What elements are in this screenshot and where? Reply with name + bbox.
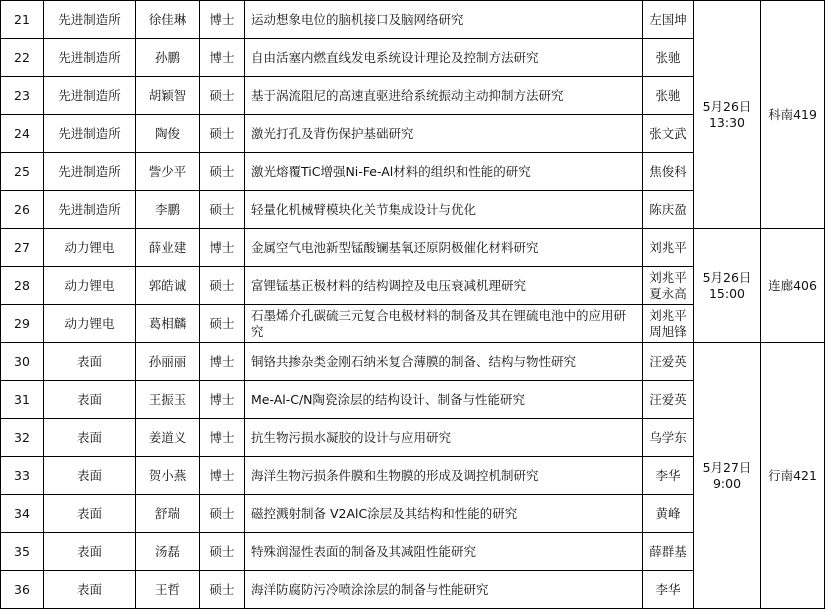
student-name: 贺小燕 — [136, 457, 200, 495]
student-name: 李鹏 — [136, 191, 200, 229]
advisor-cell: 汪爱英 — [643, 343, 694, 381]
thesis-title: 抗生物污损水凝胶的设计与应用研究 — [245, 419, 643, 457]
row-number: 27 — [1, 229, 44, 267]
thesis-title: 基于涡流阻尼的高速直驱进给系统振动主动抑制方法研究 — [245, 77, 643, 115]
advisor-cell: 张驰 — [643, 39, 694, 77]
session-time — [694, 229, 761, 343]
student-name: 姜道义 — [136, 419, 200, 457]
advisor-cell — [643, 267, 694, 305]
degree-cell: 博士 — [200, 419, 245, 457]
thesis-title: 激光打孔及背伤保护基础研究 — [245, 115, 643, 153]
session-date: 5月26日 — [702, 269, 752, 285]
unit-cell: 先进制造所 — [44, 153, 136, 191]
advisor-cell: 刘兆平 — [643, 229, 694, 267]
unit-cell: 表面 — [44, 571, 136, 609]
session-clock: 13:30 — [708, 114, 746, 130]
student-name: 汤磊 — [136, 533, 200, 571]
advisor-cell: 李华 — [643, 457, 694, 495]
thesis-title: 磁控溅射制备 V2AlC涂层及其结构和性能的研究 — [245, 495, 643, 533]
thesis-title: 石墨烯介孔碳硫三元复合电极材料的制备及其在锂硫电池中的应用研究 — [245, 305, 643, 343]
thesis-title: 海洋防腐防污冷喷涂涂层的制备与性能研究 — [245, 571, 643, 609]
degree-cell: 博士 — [200, 343, 245, 381]
session-date: 5月26日 — [702, 98, 752, 114]
student-name: 王振玉 — [136, 381, 200, 419]
table-row — [1, 229, 825, 267]
student-name: 郭皓诚 — [136, 267, 200, 305]
advisor-cell: 焦俊科 — [643, 153, 694, 191]
student-name: 孙鹏 — [136, 39, 200, 77]
session-time — [694, 343, 761, 609]
advisor-cell: 李华 — [643, 571, 694, 609]
degree-cell: 硕士 — [200, 533, 245, 571]
row-number: 24 — [1, 115, 44, 153]
row-number: 29 — [1, 305, 44, 343]
session-room: 连廊406 — [761, 229, 825, 343]
thesis-title: 特殊润湿性表面的制备及其减阻性能研究 — [245, 533, 643, 571]
degree-cell: 博士 — [200, 381, 245, 419]
thesis-title: 铜铬共掺杂类金刚石纳米复合薄膜的制备、结构与物性研究 — [245, 343, 643, 381]
degree-cell: 硕士 — [200, 191, 245, 229]
unit-cell: 表面 — [44, 381, 136, 419]
session-room: 科南419 — [761, 1, 825, 229]
degree-cell: 博士 — [200, 1, 245, 39]
degree-cell: 博士 — [200, 457, 245, 495]
row-number: 33 — [1, 457, 44, 495]
degree-cell: 博士 — [200, 229, 245, 267]
unit-cell: 先进制造所 — [44, 77, 136, 115]
advisor-cell: 张驰 — [643, 77, 694, 115]
advisor-name: 周旭锋 — [649, 323, 687, 339]
thesis-title: 自由活塞内燃直线发电系统设计理论及控制方法研究 — [245, 39, 643, 77]
unit-cell: 表面 — [44, 419, 136, 457]
degree-cell: 博士 — [200, 39, 245, 77]
advisor-cell: 左国坤 — [643, 1, 694, 39]
row-number: 25 — [1, 153, 44, 191]
thesis-title: 运动想象电位的脑机接口及脑网络研究 — [245, 1, 643, 39]
table-body — [1, 1, 825, 609]
degree-cell: 硕士 — [200, 153, 245, 191]
unit-cell: 动力锂电 — [44, 267, 136, 305]
unit-cell: 先进制造所 — [44, 39, 136, 77]
thesis-title: 激光熔覆TiC增强Ni-Fe-Al材料的组织和性能的研究 — [245, 153, 643, 191]
student-name: 葛相麟 — [136, 305, 200, 343]
row-number: 30 — [1, 343, 44, 381]
session-time — [694, 1, 761, 229]
unit-cell: 表面 — [44, 343, 136, 381]
row-number: 28 — [1, 267, 44, 305]
table-row — [1, 343, 825, 381]
advisor-name: 刘兆平 — [649, 307, 687, 323]
degree-cell: 硕士 — [200, 495, 245, 533]
row-number: 34 — [1, 495, 44, 533]
thesis-title: 富锂锰基正极材料的结构调控及电压衰减机理研究 — [245, 267, 643, 305]
student-name: 舒瑞 — [136, 495, 200, 533]
student-name: 陶俊 — [136, 115, 200, 153]
advisor-name: 夏永高 — [649, 285, 687, 301]
student-name: 薛业建 — [136, 229, 200, 267]
table-row — [1, 1, 825, 39]
unit-cell: 表面 — [44, 495, 136, 533]
session-clock: 15:00 — [708, 285, 746, 301]
row-number: 32 — [1, 419, 44, 457]
thesis-title: 金属空气电池新型锰酸镧基氧还原阴极催化材料研究 — [245, 229, 643, 267]
thesis-title: Me-Al-C/N陶瓷涂层的结构设计、制备与性能研究 — [245, 381, 643, 419]
session-room: 行南421 — [761, 343, 825, 609]
student-name: 徐佳琳 — [136, 1, 200, 39]
advisor-cell: 乌学东 — [643, 419, 694, 457]
thesis-title: 海洋生物污损条件膜和生物膜的形成及调控机制研究 — [245, 457, 643, 495]
row-number: 21 — [1, 1, 44, 39]
unit-cell: 先进制造所 — [44, 191, 136, 229]
thesis-title: 轻量化机械臂模块化关节集成设计与优化 — [245, 191, 643, 229]
unit-cell: 先进制造所 — [44, 1, 136, 39]
session-date: 5月27日 — [702, 459, 752, 475]
row-number: 23 — [1, 77, 44, 115]
degree-cell: 硕士 — [200, 115, 245, 153]
row-number: 22 — [1, 39, 44, 77]
student-name: 胡颖智 — [136, 77, 200, 115]
unit-cell: 表面 — [44, 457, 136, 495]
degree-cell: 硕士 — [200, 305, 245, 343]
advisor-cell: 黄峰 — [643, 495, 694, 533]
student-name: 王哲 — [136, 571, 200, 609]
degree-cell: 硕士 — [200, 571, 245, 609]
unit-cell: 动力锂电 — [44, 229, 136, 267]
row-number: 36 — [1, 571, 44, 609]
unit-cell: 表面 — [44, 533, 136, 571]
session-clock: 9:00 — [712, 475, 742, 491]
unit-cell: 先进制造所 — [44, 115, 136, 153]
degree-cell: 硕士 — [200, 267, 245, 305]
advisor-cell: 薛群基 — [643, 533, 694, 571]
advisor-cell — [643, 305, 694, 343]
student-name: 孙丽丽 — [136, 343, 200, 381]
advisor-cell: 汪爱英 — [643, 381, 694, 419]
student-name: 訾少平 — [136, 153, 200, 191]
row-number: 26 — [1, 191, 44, 229]
row-number: 31 — [1, 381, 44, 419]
degree-cell: 硕士 — [200, 77, 245, 115]
advisor-cell: 张文武 — [643, 115, 694, 153]
row-number: 35 — [1, 533, 44, 571]
advisor-name: 刘兆平 — [649, 269, 687, 285]
unit-cell: 动力锂电 — [44, 305, 136, 343]
advisor-cell: 陈庆盈 — [643, 191, 694, 229]
